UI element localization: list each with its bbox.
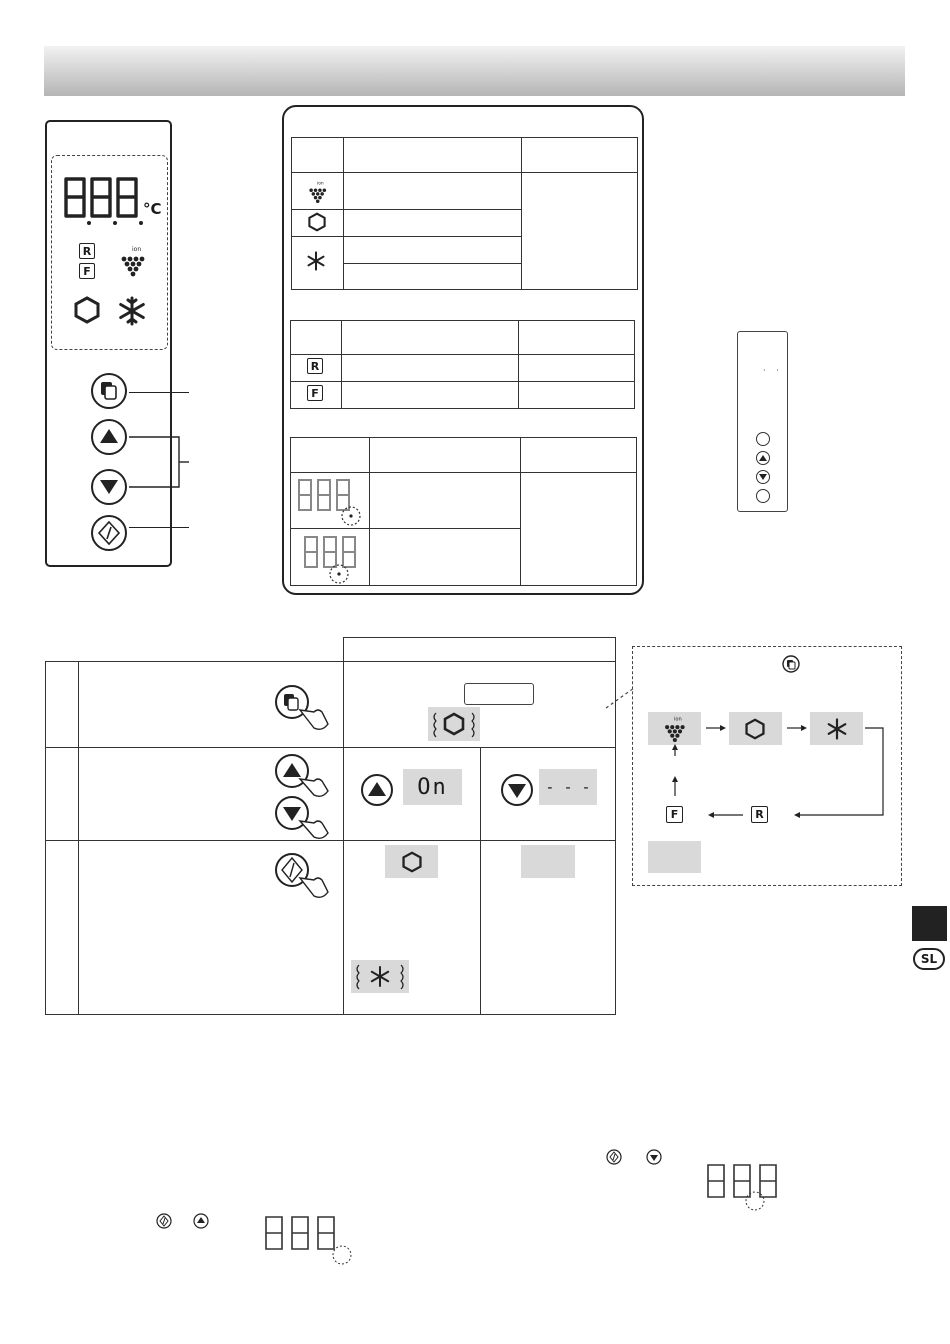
- step2-off-text: - - -: [545, 778, 591, 796]
- table-r-label: R: [310, 359, 320, 373]
- step2-up-press-icon: [274, 753, 334, 799]
- mini-up-arrow-icon: [759, 455, 767, 461]
- language-badge: SL: [913, 948, 945, 970]
- bottom-left-power-icon: [156, 1213, 172, 1229]
- cycle-blank-box: [648, 841, 701, 873]
- step1-mode-press-icon: [274, 684, 334, 734]
- down-arrow-icon: [99, 479, 119, 495]
- step2-down-press-icon: [274, 795, 334, 841]
- digit-3: [118, 179, 136, 216]
- table-r-indicator: [307, 358, 323, 374]
- cycle-f-indicator: [666, 806, 683, 823]
- step1-callout-box: [464, 683, 534, 705]
- up-down-bracket: [129, 436, 191, 488]
- r-indicator: [79, 243, 95, 259]
- bottom-left-up-icon: [193, 1213, 209, 1229]
- mini-panel-dots: · ·: [763, 366, 783, 375]
- mode-table: [291, 137, 638, 290]
- step2-up-icon: [360, 773, 394, 807]
- f-indicator: [79, 263, 95, 279]
- svg-text:ion: ion: [674, 716, 682, 723]
- power-button-leader: [129, 527, 189, 528]
- seven-segment-display: [62, 176, 152, 226]
- f-indicator-label: F: [83, 264, 91, 278]
- step1-hexagon-icon: [428, 707, 480, 741]
- table-snowflake-icon: [306, 251, 326, 271]
- display-dot-middle-icon: [302, 535, 366, 585]
- mini-mode-button: [756, 432, 770, 446]
- up-arrow-icon: [99, 428, 119, 444]
- bottom-right-display-icon: [704, 1163, 788, 1213]
- language-tab: [912, 906, 947, 941]
- mini-panel: [737, 331, 788, 512]
- header-bar: [44, 46, 905, 96]
- step3-snowflake-icon: [351, 960, 409, 993]
- table-f-label: F: [311, 386, 319, 400]
- table-hexagon-icon: [308, 212, 326, 232]
- step3-hexagon-icon: [402, 851, 422, 873]
- cycle-f-label: F: [670, 808, 679, 821]
- snowflake-icon: [117, 296, 147, 326]
- unit-label: °C: [143, 200, 162, 218]
- step2-on-text: On: [417, 774, 448, 800]
- bottom-right-down-icon: [646, 1149, 662, 1165]
- mode-button-leader: [129, 392, 189, 393]
- hexagon-icon: [74, 296, 100, 324]
- table-ion-icon: [306, 180, 328, 202]
- mini-power-button: [756, 489, 770, 503]
- cycle-mode-button-icon: [782, 655, 800, 673]
- compartment-table: [290, 320, 635, 409]
- ion-icon: [118, 245, 146, 275]
- svg-text:ion: ion: [317, 181, 324, 187]
- display-dot-right-icon: [296, 478, 360, 528]
- mini-down-arrow-icon: [759, 474, 767, 480]
- table-f-indicator: [307, 385, 323, 401]
- r-indicator-label: R: [82, 244, 92, 258]
- power-icon: [97, 520, 121, 546]
- bottom-left-display-icon: [262, 1215, 356, 1265]
- digit-1: [66, 179, 84, 216]
- cycle-r-label: R: [755, 808, 764, 821]
- step3-blank-display: [521, 845, 575, 878]
- digit-2: [92, 179, 110, 216]
- step3-power-press-icon: [274, 852, 334, 902]
- cycle-r-indicator: [751, 806, 768, 823]
- mode-icon: [100, 381, 118, 401]
- bottom-right-power-icon: [606, 1149, 622, 1165]
- step2-down-icon: [500, 773, 534, 807]
- svg-text:ion: ion: [132, 246, 142, 253]
